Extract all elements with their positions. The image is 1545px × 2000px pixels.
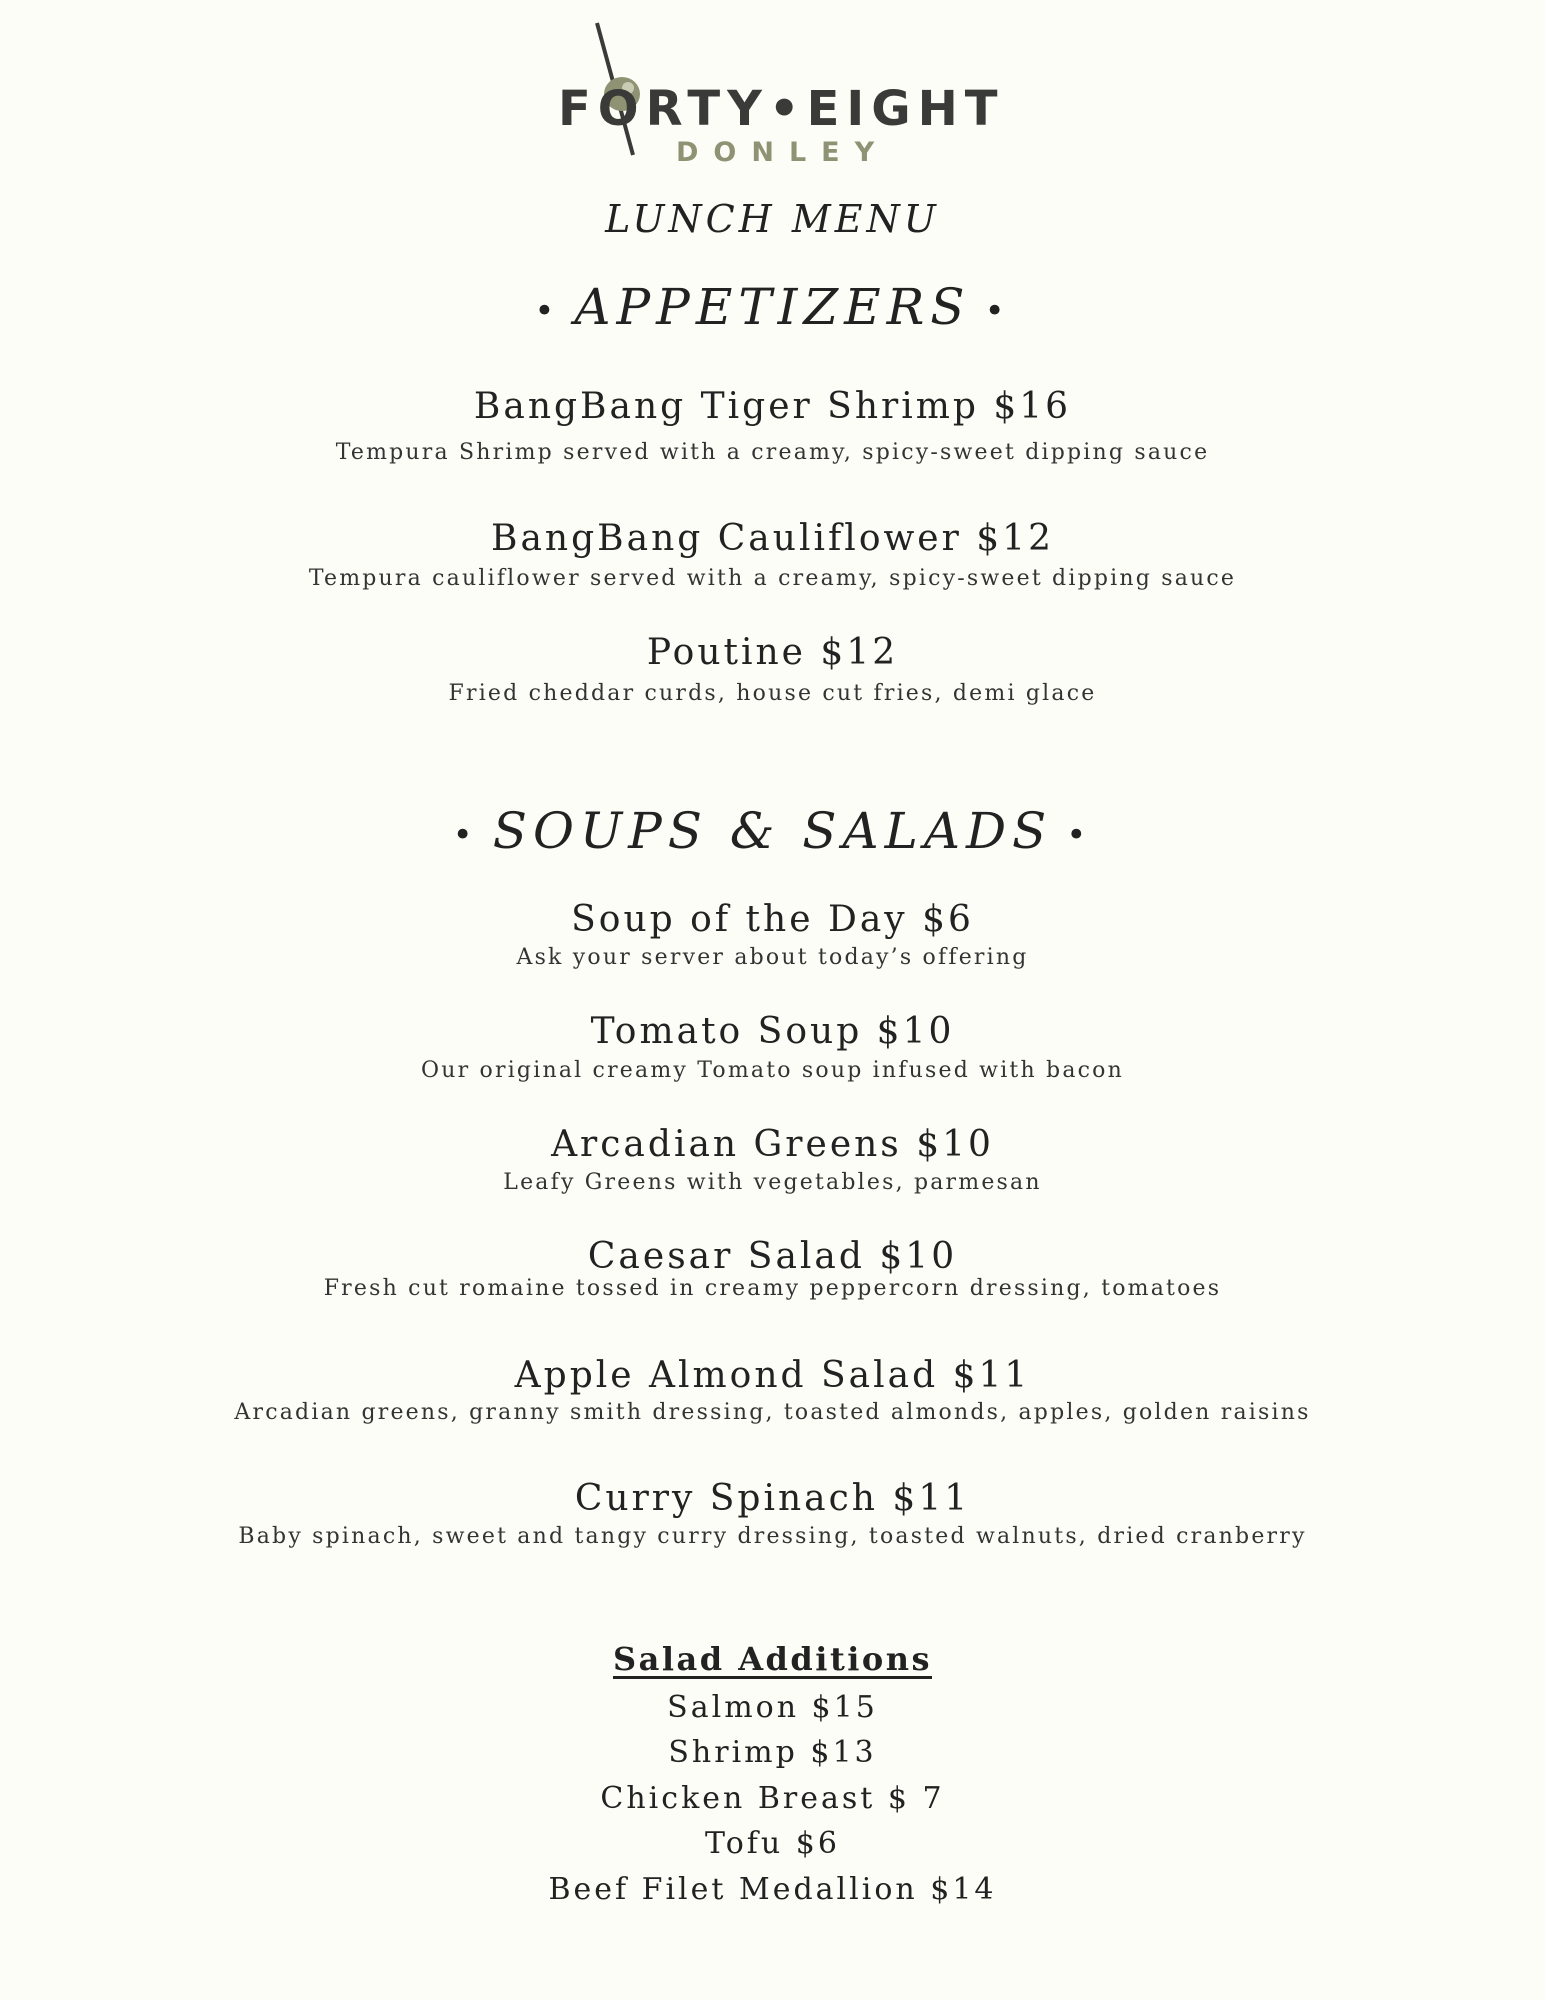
salad-addition-item: Chicken Breast $ 7 [600,1781,945,1816]
logo-wordmark: FORTY•EIGHT [558,81,1005,137]
menu-item-name: Arcadian Greens $10 [551,1124,994,1165]
logo-subtitle: DONLEY [676,137,890,168]
menu-item-description: Tempura cauliflower served with a creamy, spicy-sweet dipping sauce [308,566,1237,591]
section-heading-text: SOUPS & SALADS [492,802,1053,860]
menu-item-name: Curry Spinach $11 [574,1478,971,1519]
salad-addition-item: Salmon $15 [667,1690,878,1725]
bullet-dot: • [984,291,1011,331]
bullet-dot: • [452,815,479,855]
menu-item-name: BangBang Cauliflower $12 [491,518,1054,559]
menu-item-description: Arcadian greens, granny smith dressing, toasted almonds, apples, golden raisins [234,1400,1311,1425]
menu-item-description: Ask your server about today’s offering [516,945,1029,970]
menu-item-description: Leafy Greens with vegetables, parmesan [503,1170,1042,1195]
menu-item-name: BangBang Tiger Shrimp $16 [473,386,1072,427]
menu-item-description: Tempura Shrimp served with a creamy, spicy-sweet dipping sauce [335,440,1210,465]
bullet-dot: • [1066,815,1093,855]
menu-item-name: Soup of the Day $6 [571,899,974,940]
menu-item-description: Baby spinach, sweet and tangy curry dressing, toasted walnuts, dried cranberry [238,1524,1307,1549]
menu-title: LUNCH MENU [605,197,940,241]
section-heading-soups-salads [0,802,1545,860]
menu-item-description: Our original creamy Tomato soup infused with bacon [421,1058,1124,1083]
menu-item-name: Poutine $12 [646,632,899,673]
bullet-dot: • [534,291,561,331]
menu-item-description: Fresh cut romaine tossed in creamy peppercorn dressing, tomatoes [323,1276,1222,1301]
section-heading-appetizers [0,278,1545,336]
salad-addition-item: Beef Filet Medallion $14 [548,1872,997,1907]
salad-additions-title: Salad Additions [612,1640,933,1678]
restaurant-logo [0,15,1545,168]
menu-item-name: Apple Almond Salad $11 [514,1355,1031,1396]
salad-addition-item: Shrimp $13 [668,1735,877,1770]
menu-item-description: Fried cheddar curds, house cut fries, demi glace [448,681,1097,706]
menu-item-name: Caesar Salad $10 [587,1236,958,1277]
section-heading-text: APPETIZERS [574,278,971,336]
salad-addition-item: Tofu $6 [705,1826,840,1861]
menu-item-name: Tomato Soup $10 [590,1011,955,1052]
